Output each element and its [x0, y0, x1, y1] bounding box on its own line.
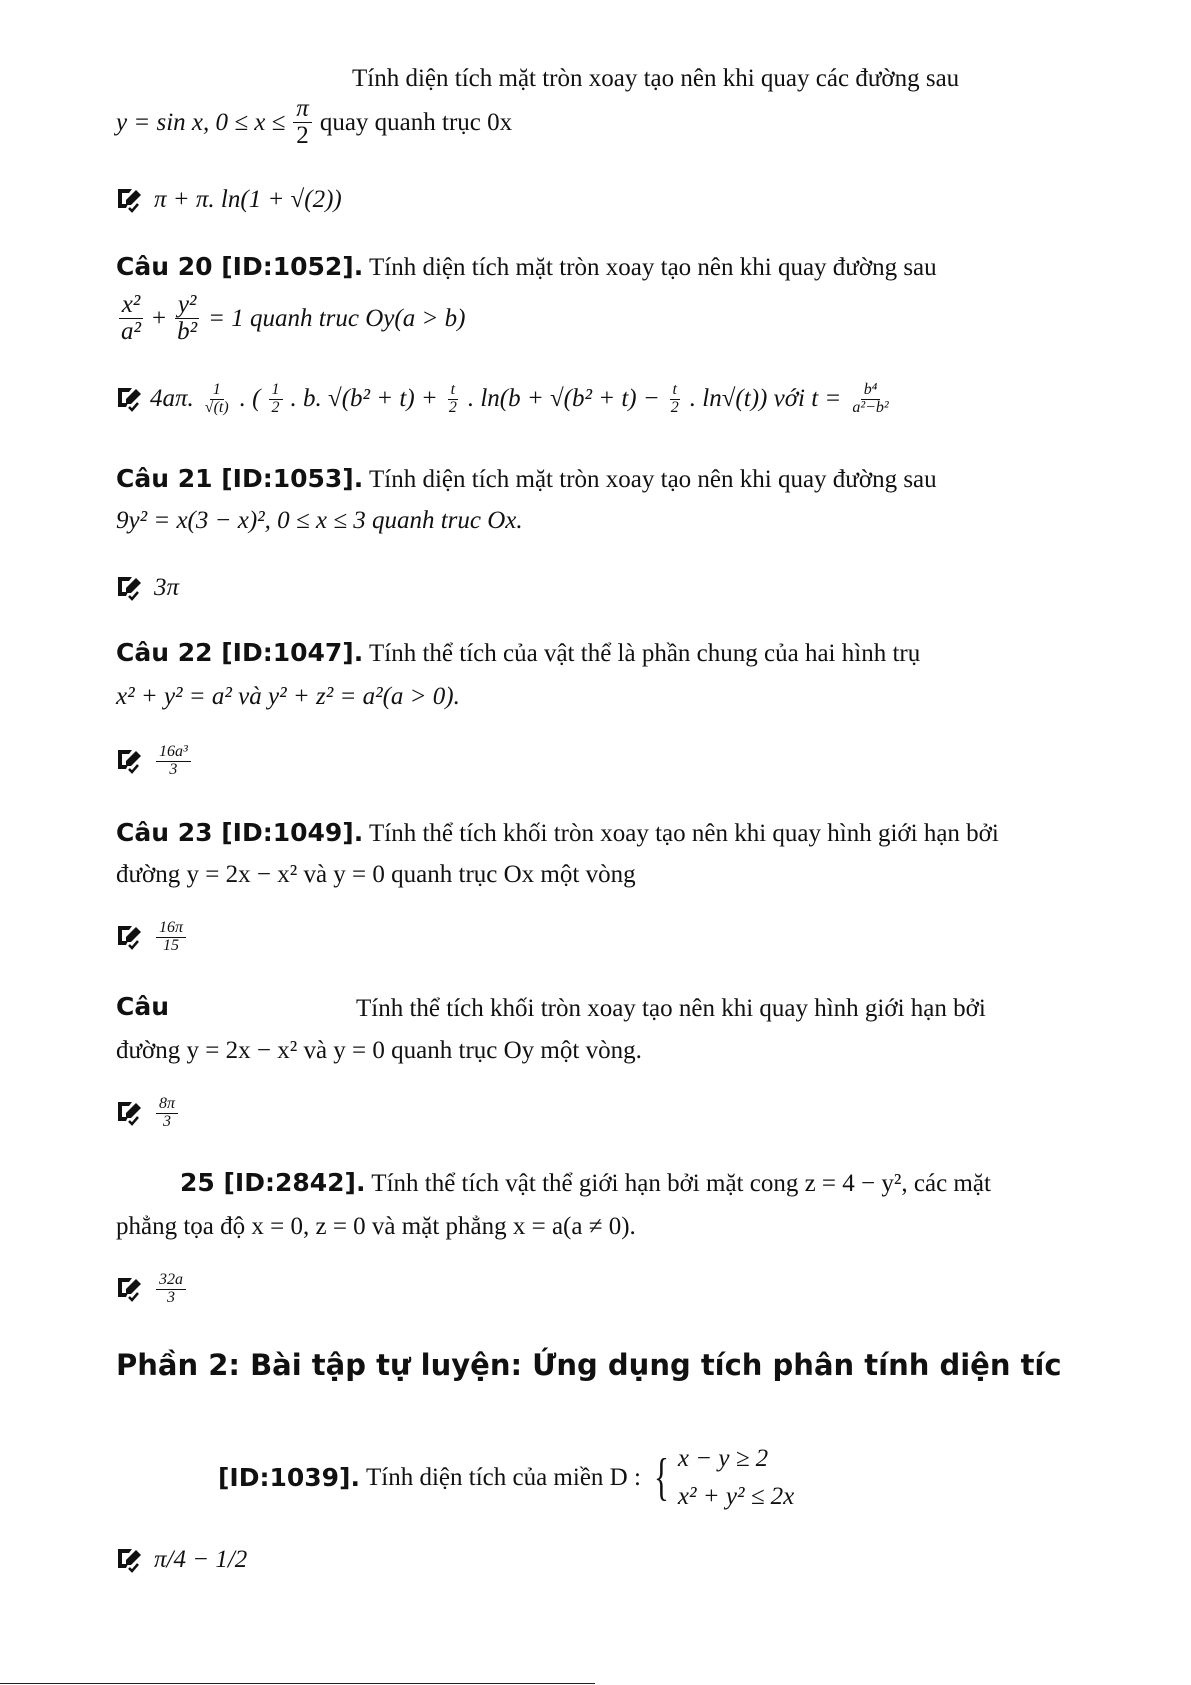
answer-24 [116, 1096, 180, 1131]
answer-20 [116, 382, 894, 417]
question-22-text [116, 640, 920, 666]
fraction-denominator: a² [121, 318, 141, 346]
question-heading: Câu [116, 992, 170, 1021]
fraction [668, 382, 682, 417]
answer-21 [116, 574, 179, 602]
formula-part: y = sin x, 0 ≤ x ≤ [116, 109, 286, 137]
question-body: Tính thể tích của vật thể là phần chung của hai hình trụ [369, 640, 921, 667]
question-19-formula [116, 96, 512, 150]
question-heading: Câu 22 [ID:1047]. [116, 638, 364, 667]
question-24-body: Tính thể tích khối tròn xoay tạo nên khi quay hình giới hạn bởi [356, 995, 986, 1022]
question-22-formula: x² + y² = a² và y² + z² = a²(a > 0). [116, 683, 460, 710]
formula-tail: quay quanh trục 0x [319, 109, 513, 137]
question-25-text [180, 1170, 991, 1196]
question-heading: Câu 21 [ID:1053]. [116, 464, 364, 493]
fraction-numerator: t [670, 382, 680, 400]
fraction [446, 382, 460, 417]
fraction-numerator: 8π [156, 1096, 178, 1114]
formula-tail: = 1 quanh truc Oy(a > b) [208, 305, 466, 333]
question-24-formula: đường y = 2x − x² và y = 0 quanh trục Oy một vòng. [116, 1037, 642, 1064]
fraction-numerator: x² [119, 292, 144, 319]
question-24-text [116, 994, 169, 1020]
question-heading: Câu 23 [ID:1049]. [116, 818, 364, 847]
answer-part: 4aπ. [150, 385, 194, 413]
question-26-text [218, 1440, 794, 1515]
fraction-numerator: 1 [210, 382, 224, 400]
answer-part: . ln√(t)) với t = [689, 385, 842, 413]
fraction-numerator: 32a [156, 1272, 186, 1290]
inequality-system [678, 1440, 794, 1515]
fraction-numerator: y² [175, 292, 200, 319]
question-19-text: Tính diện tích mặt tròn xoay tạo nên khi quay các đường sau [352, 65, 960, 92]
fraction-denominator: a²−b² [852, 398, 889, 416]
question-21-text [116, 466, 937, 492]
plus-sign: + [152, 305, 167, 333]
question-heading: [ID:1039]. [218, 1463, 360, 1492]
section-title: Phần 2: Bài tập tự luyện: Ứng dụng tích phân tính diện tíc [116, 1348, 1062, 1382]
fraction-numerator: 1 [269, 382, 283, 400]
fraction-numerator: π [293, 96, 312, 123]
question-body: Tính diện tích mặt tròn xoay tạo nên khi quay đường sau [369, 466, 937, 493]
fraction [293, 96, 312, 150]
fraction-numerator: 16a³ [156, 744, 191, 762]
question-23-formula: đường y = 2x − x² và y = 0 quanh trục Ox một vòng [116, 861, 636, 888]
fraction-numerator: b⁴ [861, 382, 881, 400]
question-20-text [116, 254, 937, 280]
fraction-denominator: 2 [670, 398, 679, 416]
inequality-1: x − y ≥ 2 [677, 1445, 769, 1472]
answer-value: π + π. ln(1 + √(2)) [154, 186, 342, 213]
brace-symbol: { [653, 1448, 669, 1506]
answer-icon [116, 747, 144, 775]
question-21-formula: 9y² = x(3 − x)², 0 ≤ x ≤ 3 quanh truc Ox. [116, 507, 523, 534]
question-heading: Câu 20 [ID:1052]. [116, 252, 364, 281]
question-heading: 25 [ID:2842]. [180, 1168, 366, 1197]
question-body: Tính diện tích của miền D : [365, 1464, 641, 1491]
answer-value: π/4 − 1/2 [154, 1546, 248, 1573]
fraction-denominator: √(t) [204, 398, 229, 416]
fraction [849, 382, 891, 417]
answer-23 [116, 920, 188, 955]
answer-26 [116, 1546, 247, 1574]
answer-icon [116, 1546, 144, 1574]
question-20-formula [116, 292, 465, 346]
question-25-formula: phẳng tọa độ x = 0, z = 0 và mặt phẳng x = a(a ≠ 0). [116, 1213, 636, 1240]
question-23-text [116, 820, 999, 846]
answer-fraction [156, 1096, 178, 1131]
fraction-denominator: 2 [296, 122, 309, 150]
fraction-denominator: 15 [163, 936, 179, 954]
answer-part: . ln(b + √(b² + t) − [467, 385, 660, 413]
fraction-numerator: t [448, 382, 458, 400]
answer-icon [116, 1099, 144, 1127]
answer-fraction [156, 1272, 186, 1307]
fraction-denominator: b² [177, 318, 198, 346]
answer-icon [116, 574, 144, 602]
answer-icon [116, 923, 144, 951]
answer-25 [116, 1272, 188, 1307]
inequality-2: x² + y² ≤ 2x [677, 1482, 795, 1510]
question-body: Tính diện tích mặt tròn xoay tạo nên khi quay đường sau [369, 254, 937, 281]
fraction [118, 292, 144, 346]
question-body: Tính thể tích vật thể giới hạn bởi mặt cong z = 4 − y², các mặt [371, 1170, 991, 1197]
fraction-denominator: 2 [271, 398, 280, 416]
answer-part: . b. √(b² + t) + [290, 385, 438, 413]
answer-value: 3π [154, 574, 180, 601]
fraction-denominator: 3 [169, 760, 178, 778]
answer-19 [116, 186, 342, 214]
answer-fraction [156, 744, 191, 779]
fraction [269, 382, 283, 417]
answer-22 [116, 744, 193, 779]
answer-icon [116, 385, 144, 413]
question-body: Tính thể tích khối tròn xoay tạo nên khi quay hình giới hạn bởi [369, 820, 999, 847]
fraction-denominator: 2 [448, 398, 457, 416]
fraction [174, 292, 200, 346]
answer-fraction [156, 920, 186, 955]
footer-rule [0, 1683, 595, 1684]
answer-part: . ( [239, 385, 261, 413]
fraction-denominator: 3 [163, 1112, 171, 1130]
fraction [202, 382, 232, 417]
answer-icon [116, 1275, 144, 1303]
fraction-numerator: 16π [156, 920, 186, 938]
fraction-denominator: 3 [167, 1288, 175, 1306]
answer-icon [116, 186, 144, 214]
